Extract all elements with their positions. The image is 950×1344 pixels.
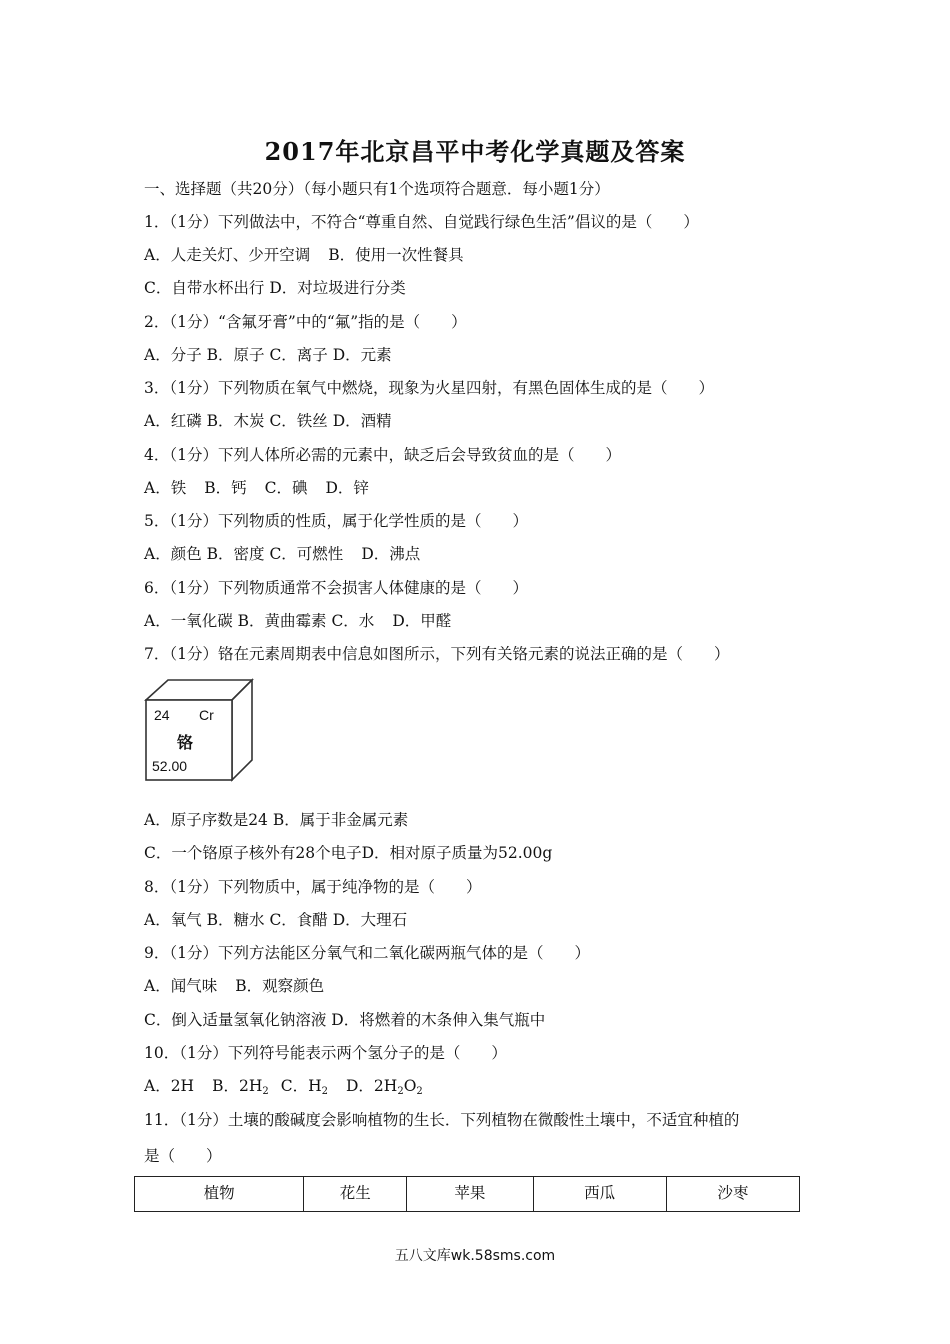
question-10-options bbox=[144, 1076, 423, 1102]
options-abc: A．一氧化碳 B．黄曲霉素 C．水 bbox=[144, 612, 375, 630]
table-header-row bbox=[135, 1177, 800, 1212]
option-b: B．观察颜色 bbox=[235, 977, 325, 995]
question-8-options: A．氧气 B．糖水 C．食醋 D．大理石 bbox=[144, 911, 408, 929]
question-9-options-cd: C．倒入适量氢氧化钠溶液 D．将燃着的木条伸入集气瓶中 bbox=[144, 1011, 546, 1029]
options-abc: A．颜色 B．密度 C．可燃性 bbox=[144, 545, 344, 563]
option-d: D．锌 bbox=[325, 479, 369, 497]
section-heading: 一、选择题（共20分）（每小题只有1个选项符合题意．每小题1分） bbox=[144, 180, 610, 198]
page-title: 2017年北京昌平中考化学真题及答案 bbox=[264, 137, 686, 166]
option-a: A．人走关灯、少开空调 bbox=[144, 246, 311, 264]
question-11-stem-line1: 11．（1分）土壤的酸碱度会影响植物的生长．下列植物在微酸性土壤中，不适宜种植的 bbox=[144, 1111, 740, 1129]
option-a: A．铁 bbox=[144, 479, 187, 497]
question-4-options bbox=[144, 478, 369, 498]
option-d: D．甲醛 bbox=[392, 612, 452, 630]
plants-table bbox=[134, 1176, 800, 1212]
table-cell: 苹果 bbox=[407, 1177, 533, 1212]
option-b: B．使用一次性餐具 bbox=[328, 246, 464, 264]
question-6-options bbox=[144, 611, 451, 631]
atomic-number: 24 bbox=[154, 707, 170, 723]
question-10-stem: 10．（1分）下列符号能表示两个氢分子的是（ ） bbox=[144, 1044, 507, 1062]
question-6-stem: 6．（1分）下列物质通常不会损害人体健康的是（ ） bbox=[144, 579, 528, 597]
option-d: D．沸点 bbox=[361, 545, 421, 563]
table-cell: 西瓜 bbox=[533, 1177, 666, 1212]
question-9-stem: 9．（1分）下列方法能区分氧气和二氧化碳两瓶气体的是（ ） bbox=[144, 944, 590, 962]
question-5-stem: 5．（1分）下列物质的性质，属于化学性质的是（ ） bbox=[144, 512, 528, 530]
option-d: D．$2H_2O_2$ bbox=[346, 1077, 423, 1097]
question-1-stem: 1．（1分）下列做法中，不符合“尊重自然、自觉践行绿色生活”倡议的是（ ） bbox=[144, 213, 699, 231]
atomic-mass: 52.00 bbox=[152, 758, 188, 774]
option-c: C．$H_2$ bbox=[280, 1077, 328, 1097]
question-7-options-cd: C．一个铬原子核外有28个电子D．相对原子质量为52.00g bbox=[144, 844, 553, 862]
question-7-options-ab: A．原子序数是24 B．属于非金属元素 bbox=[144, 811, 409, 829]
option-d: D．对垃圾进行分类 bbox=[269, 279, 406, 297]
option-b: B．$2H_2$ bbox=[212, 1077, 269, 1097]
element-name: 铬 bbox=[177, 733, 194, 752]
option-a: A．闻气味 bbox=[144, 977, 218, 995]
question-8-stem: 8．（1分）下列物质中，属于纯净物的是（ ） bbox=[144, 878, 482, 896]
option-a: A．2H bbox=[144, 1077, 195, 1095]
option-c: C．碘 bbox=[264, 479, 308, 497]
question-1-options-cd bbox=[144, 278, 406, 298]
element-card-chromium bbox=[144, 678, 256, 782]
question-1-options-ab bbox=[144, 245, 464, 265]
question-2-stem: 2．（1分）“含氟牙膏”中的“氟”指的是（ ） bbox=[144, 313, 467, 331]
question-11-stem-line2: 是（ ） bbox=[144, 1147, 222, 1165]
question-5-options bbox=[144, 544, 420, 564]
option-c: C．自带水杯出行 bbox=[144, 279, 265, 297]
table-cell: 植物 bbox=[135, 1177, 304, 1212]
question-4-stem: 4．（1分）下列人体所必需的元素中，缺乏后会导致贫血的是（ ） bbox=[144, 446, 621, 464]
question-2-options: A．分子 B．原子 C．离子 D．元素 bbox=[144, 346, 392, 364]
question-7-stem: 7．（1分）铬在元素周期表中信息如图所示，下列有关铬元素的说法正确的是（ ） bbox=[144, 645, 730, 663]
question-9-options-ab bbox=[144, 976, 324, 996]
table-cell: 花生 bbox=[304, 1177, 407, 1212]
question-3-options: A．红磷 B．木炭 C．铁丝 D．酒精 bbox=[144, 412, 392, 430]
footer-watermark: 五八文库wk.58sms.com bbox=[394, 1248, 556, 1264]
element-symbol: Cr bbox=[199, 707, 214, 723]
question-3-stem: 3．（1分）下列物质在氧气中燃烧，现象为火星四射，有黑色固体生成的是（ ） bbox=[144, 379, 714, 397]
table-cell: 沙枣 bbox=[666, 1177, 799, 1212]
option-b: B．钙 bbox=[204, 479, 247, 497]
